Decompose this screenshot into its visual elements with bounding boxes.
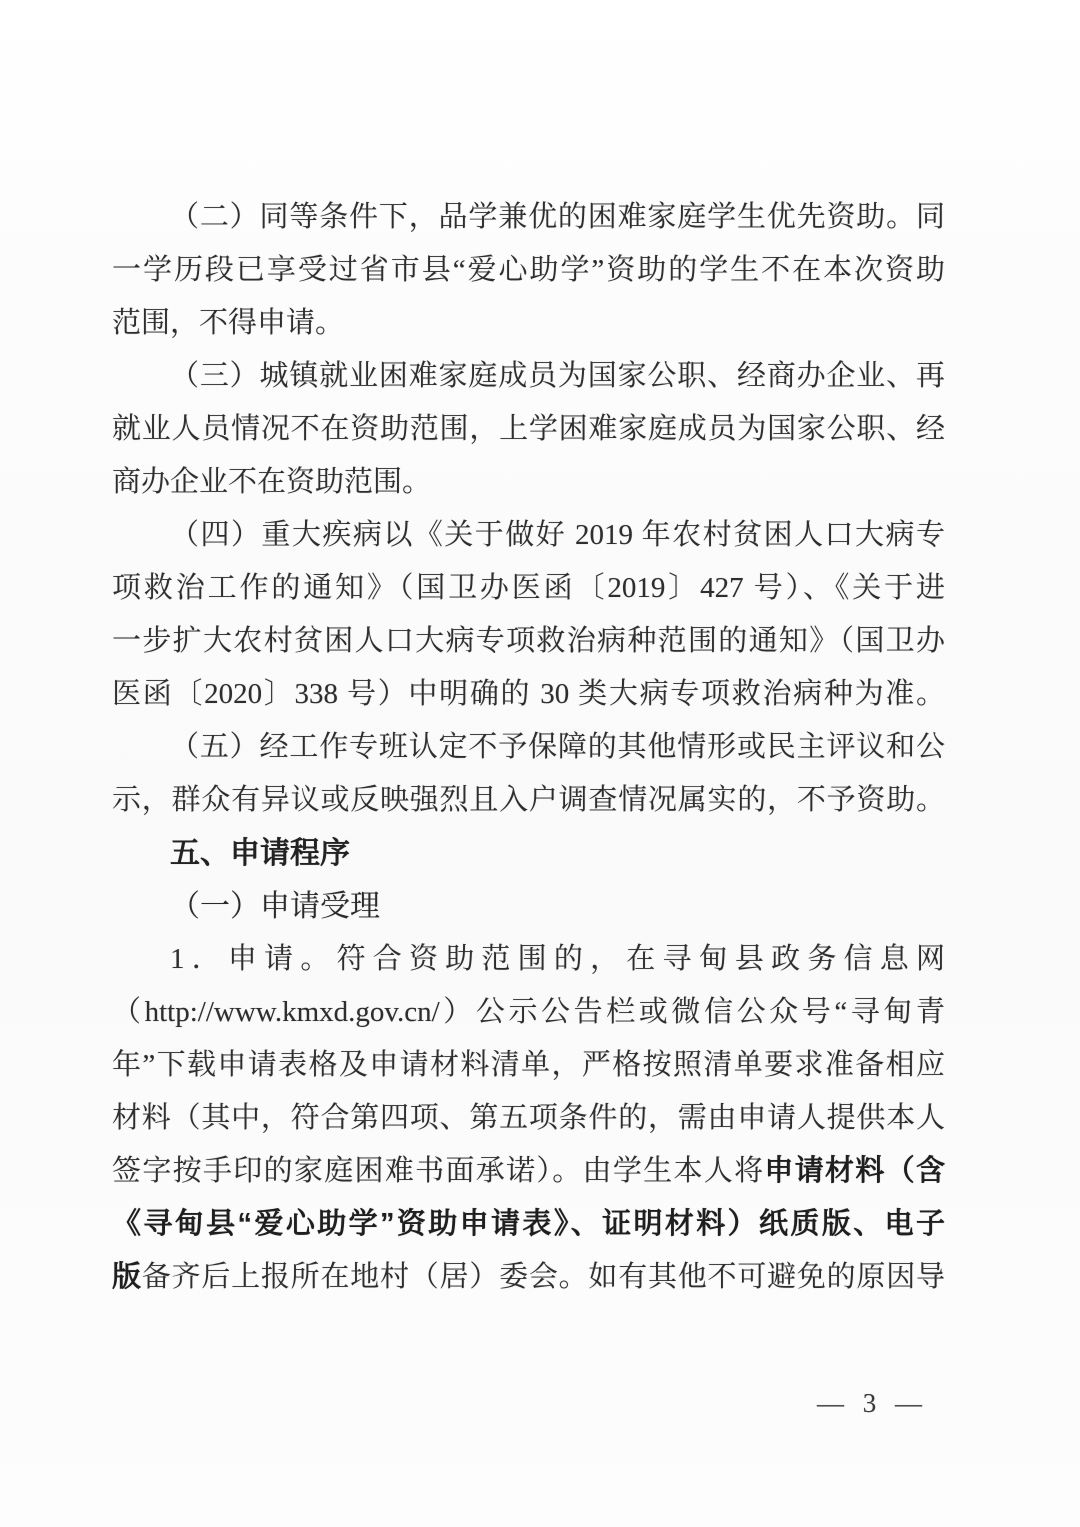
text-segment: （二）同等条件下，品学兼优的困难家庭学生优先资助。同 (170, 201, 945, 233)
bold-text-segment: 五、申请程序 (170, 837, 350, 870)
text-line (112, 297, 945, 350)
item-four (112, 509, 945, 721)
text-segment: 材料（其中，符合第四项、第五项条件的，需由申请人提供本人 (112, 1102, 945, 1134)
text-line (112, 244, 945, 297)
text-line (112, 1039, 945, 1092)
text-segment: （五）经工作专班认定不予保障的其他情形或民主评议和公 (170, 731, 945, 763)
text-segment: 一步扩大农村贫困人口大病专项救治病种范围的通知》（国卫办 (112, 625, 945, 657)
text-line (112, 191, 945, 244)
text-line (112, 1092, 945, 1145)
text-line (112, 668, 945, 721)
text-line (112, 721, 945, 774)
text-line (112, 1145, 945, 1198)
text-line (112, 509, 945, 562)
page-number: — 3 — (817, 1388, 928, 1418)
bold-text-segment: 《寻甸县“爱心助学”资助申请表》、证明材料）纸质版、电子 (112, 1208, 945, 1240)
text-line (112, 403, 945, 456)
bold-text-segment: 申请材料（含 (764, 1155, 945, 1187)
text-segment: 示，群众有异议或反映强烈且入户调查情况属实的，不予资助。 (112, 784, 945, 816)
item-three (112, 350, 945, 509)
application-step-1 (112, 933, 945, 1304)
text-segment: 商办企业不在资助范围。 (112, 466, 432, 498)
text-segment: （一）申请受理 (170, 890, 380, 923)
text-segment: 签字按手印的家庭困难书面承诺）。由学生本人将 (112, 1155, 765, 1187)
text-line (112, 880, 945, 933)
item-two (112, 191, 945, 350)
text-line (112, 456, 945, 509)
text-line (112, 1251, 945, 1304)
section-heading-five (112, 827, 945, 880)
text-segment: 一学历段已享受过省市县“爱心助学”资助的学生不在本次资助 (112, 254, 945, 286)
text-line (112, 350, 945, 403)
document-body (112, 191, 945, 1304)
text-segment: 年”下载申请表格及申请材料清单，严格按照清单要求准备相应 (112, 1049, 945, 1081)
text-segment: （http://www.kmxd.gov.cn/）公示公告栏或微信公众号“寻甸青 (112, 996, 945, 1028)
bold-text-segment: 版 (112, 1261, 142, 1293)
text-segment: 1．申请。符合资助范围的，在寻甸县政务信息网 (170, 943, 945, 975)
text-segment: 项救治工作的通知》（国卫办医函〔2019〕427 号）、《关于进 (112, 572, 945, 604)
text-line (112, 774, 945, 827)
text-line (112, 827, 945, 880)
text-segment: （三）城镇就业困难家庭成员为国家公职、经商办企业、再 (170, 360, 945, 392)
subsection-heading-one (112, 880, 945, 933)
text-segment: 医函〔2020〕338 号）中明确的 30 类大病专项救治病种为准。 (112, 678, 945, 710)
text-segment: 范围，不得申请。 (112, 307, 345, 339)
text-line (112, 615, 945, 668)
text-line (112, 1198, 945, 1251)
text-segment: 备齐后上报所在地村（居）委会。如有其他不可避免的原因导 (141, 1261, 945, 1293)
text-segment: 就业人员情况不在资助范围，上学困难家庭成员为国家公职、经 (112, 413, 945, 445)
text-segment: （四）重大疾病以《关于做好 2019 年农村贫困人口大病专 (170, 519, 945, 551)
text-line (112, 986, 945, 1039)
text-line (112, 933, 945, 986)
text-line (112, 562, 945, 615)
item-five (112, 721, 945, 827)
